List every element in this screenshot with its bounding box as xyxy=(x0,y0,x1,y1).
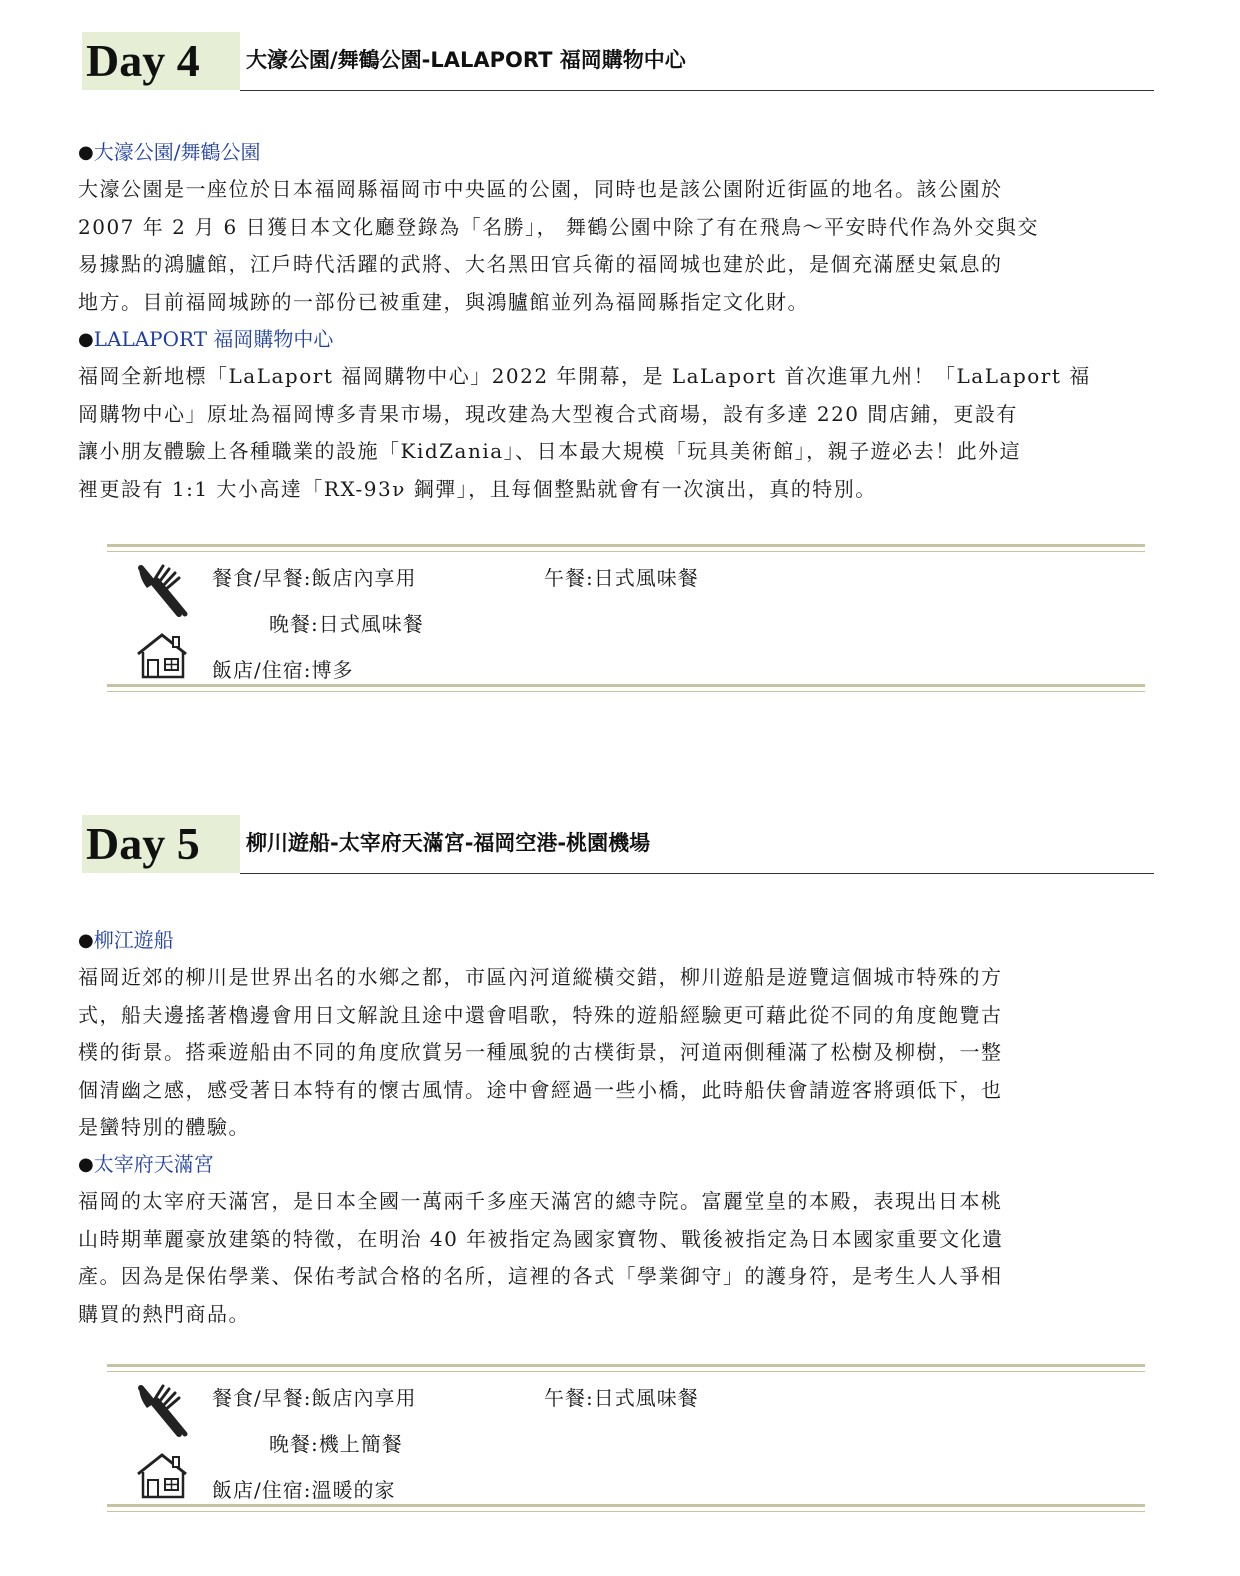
paragraph-line: 讓小朋友體驗上各種職業的設施「KidZania」、日本最大規模「玩具美術館」，親子遊必去！此外這 xyxy=(78,439,1022,463)
section-heading-text: LALAPORT 福岡購物中心 xyxy=(93,327,334,351)
section-lalaport xyxy=(78,321,1150,508)
breakfast-text: 餐食/早餐:飯店內享用 xyxy=(212,566,417,590)
paragraph-line: 岡購物中心」原址為福岡博多青果市場，現改建為大型複合式商場，設有多達 220 間店鋪，更設有 xyxy=(78,401,1018,426)
dinner-text: 晚餐:日式風味餐 xyxy=(269,612,424,636)
section-heading-text: 太宰府天滿宮 xyxy=(93,1152,214,1176)
paragraph-line: 山時期華麗豪放建築的特徵，在明治 40 年被指定為國家寶物、戰後被指定為日本國家重要文化遺 xyxy=(78,1226,1004,1251)
hotel-text: 飯店/住宿:溫暖的家 xyxy=(212,1478,396,1502)
section-heading-text: 柳江遊船 xyxy=(93,928,174,952)
paragraph-line: 個清幽之感，感受著日本特有的懷古風情。途中會經過一些小橋，此時船伕會請遊客將頭低下，也 xyxy=(78,1077,1003,1102)
section-ohori-park xyxy=(78,134,1150,321)
hotel-text: 飯店/住宿:博多 xyxy=(212,658,354,682)
paragraph-line: 福岡的太宰府天滿宮，是日本全國一萬兩千多座天滿宮的總寺院。富麗堂皇的本殿，表現出日本桃 xyxy=(78,1189,1003,1213)
house-icon xyxy=(135,632,189,680)
paragraph-line: 易據點的鴻臚館，江戶時代活躍的武將、大名黑田官兵衛的福岡城也建於此，是個充滿歷史氣息的 xyxy=(78,252,1003,276)
breakfast-text: 餐食/早餐:飯店內享用 xyxy=(212,1386,417,1410)
meal-hotel-box xyxy=(107,1364,1145,1514)
divider xyxy=(240,90,1154,91)
paragraph-line: 2007 年 2 月 6 日獲日本文化廳登錄為「名勝」， 舞鶴公園中除了有在飛鳥～平安時代作為外交與交 xyxy=(78,214,1039,239)
fork-knife-icon xyxy=(135,562,191,620)
day-title: 大濠公園/舞鶴公園-LALAPORT 福岡購物中心 xyxy=(246,48,686,72)
divider xyxy=(107,1364,1145,1372)
house-icon xyxy=(135,1452,189,1500)
section-heading xyxy=(78,321,1150,358)
section-heading xyxy=(78,1146,1150,1183)
lunch-text: 午餐:日式風味餐 xyxy=(544,566,699,590)
bullet: ● xyxy=(78,329,94,350)
day-4-header xyxy=(82,32,1154,92)
paragraph xyxy=(78,1183,1150,1333)
day-label: Day 4 xyxy=(86,35,200,86)
divider xyxy=(107,544,1145,552)
divider xyxy=(107,1504,1145,1512)
paragraph-line: 裡更設有 1:1 大小高達「RX-93ν 鋼彈」，且每個整點就會有一次演出，真的特別。 xyxy=(78,476,877,501)
bullet: ● xyxy=(78,142,94,163)
day-badge xyxy=(82,815,240,873)
divider xyxy=(107,684,1145,692)
day-title: 柳川遊船-太宰府天滿宮-福岡空港-桃園機場 xyxy=(246,831,651,855)
day-label: Day 5 xyxy=(86,818,200,869)
paragraph-line: 產。因為是保佑學業、保佑考試合格的名所，這裡的各式「學業御守」的護身符，是考生人人爭相 xyxy=(78,1264,1003,1288)
section-heading xyxy=(78,922,1150,959)
day-badge xyxy=(82,32,240,90)
day-5-header xyxy=(82,815,1154,875)
paragraph xyxy=(78,358,1150,508)
paragraph-line: 福岡全新地標「LaLaport 福岡購物中心」2022 年開幕，是 LaLaport 首次進軍九州！「LaLaport 福 xyxy=(78,364,1091,388)
paragraph-line: 式，船夫邊搖著櫓邊會用日文解說且途中還會唱歌，特殊的遊船經驗更可藉此從不同的角度飽覽古 xyxy=(78,1002,1003,1027)
bullet: ● xyxy=(78,1154,94,1175)
paragraph-line: 是蠻特別的體驗。 xyxy=(78,1115,250,1139)
dinner-text: 晚餐:機上簡餐 xyxy=(269,1432,403,1456)
section-heading xyxy=(78,134,1150,171)
paragraph xyxy=(78,959,1150,1147)
paragraph xyxy=(78,171,1150,321)
section-heading-text: 大濠公園/舞鶴公園 xyxy=(93,140,261,164)
section-yanagawa-boat xyxy=(78,922,1150,1147)
paragraph-line: 大濠公園是一座位於日本福岡縣福岡市中央區的公園，同時也是該公園附近街區的地名。該公園於 xyxy=(78,177,1003,201)
bullet: ● xyxy=(78,930,94,951)
paragraph-line: 購買的熱門商品。 xyxy=(78,1301,250,1326)
meal-hotel-box xyxy=(107,544,1145,694)
lunch-text: 午餐:日式風味餐 xyxy=(544,1386,699,1410)
paragraph-line: 樸的街景。搭乘遊船由不同的角度欣賞另一種風貌的古樸街景，河道兩側種滿了松樹及柳樹，一整 xyxy=(78,1040,1003,1064)
fork-knife-icon xyxy=(135,1382,191,1440)
paragraph-line: 福岡近郊的柳川是世界出名的水鄉之都，市區內河道縱橫交錯，柳川遊船是遊覽這個城市特殊的方 xyxy=(78,965,1003,989)
paragraph-line: 地方。目前福岡城跡的一部份已被重建，與鴻臚館並列為福岡縣指定文化財。 xyxy=(78,289,809,314)
divider xyxy=(240,873,1154,874)
section-dazaifu xyxy=(78,1146,1150,1333)
